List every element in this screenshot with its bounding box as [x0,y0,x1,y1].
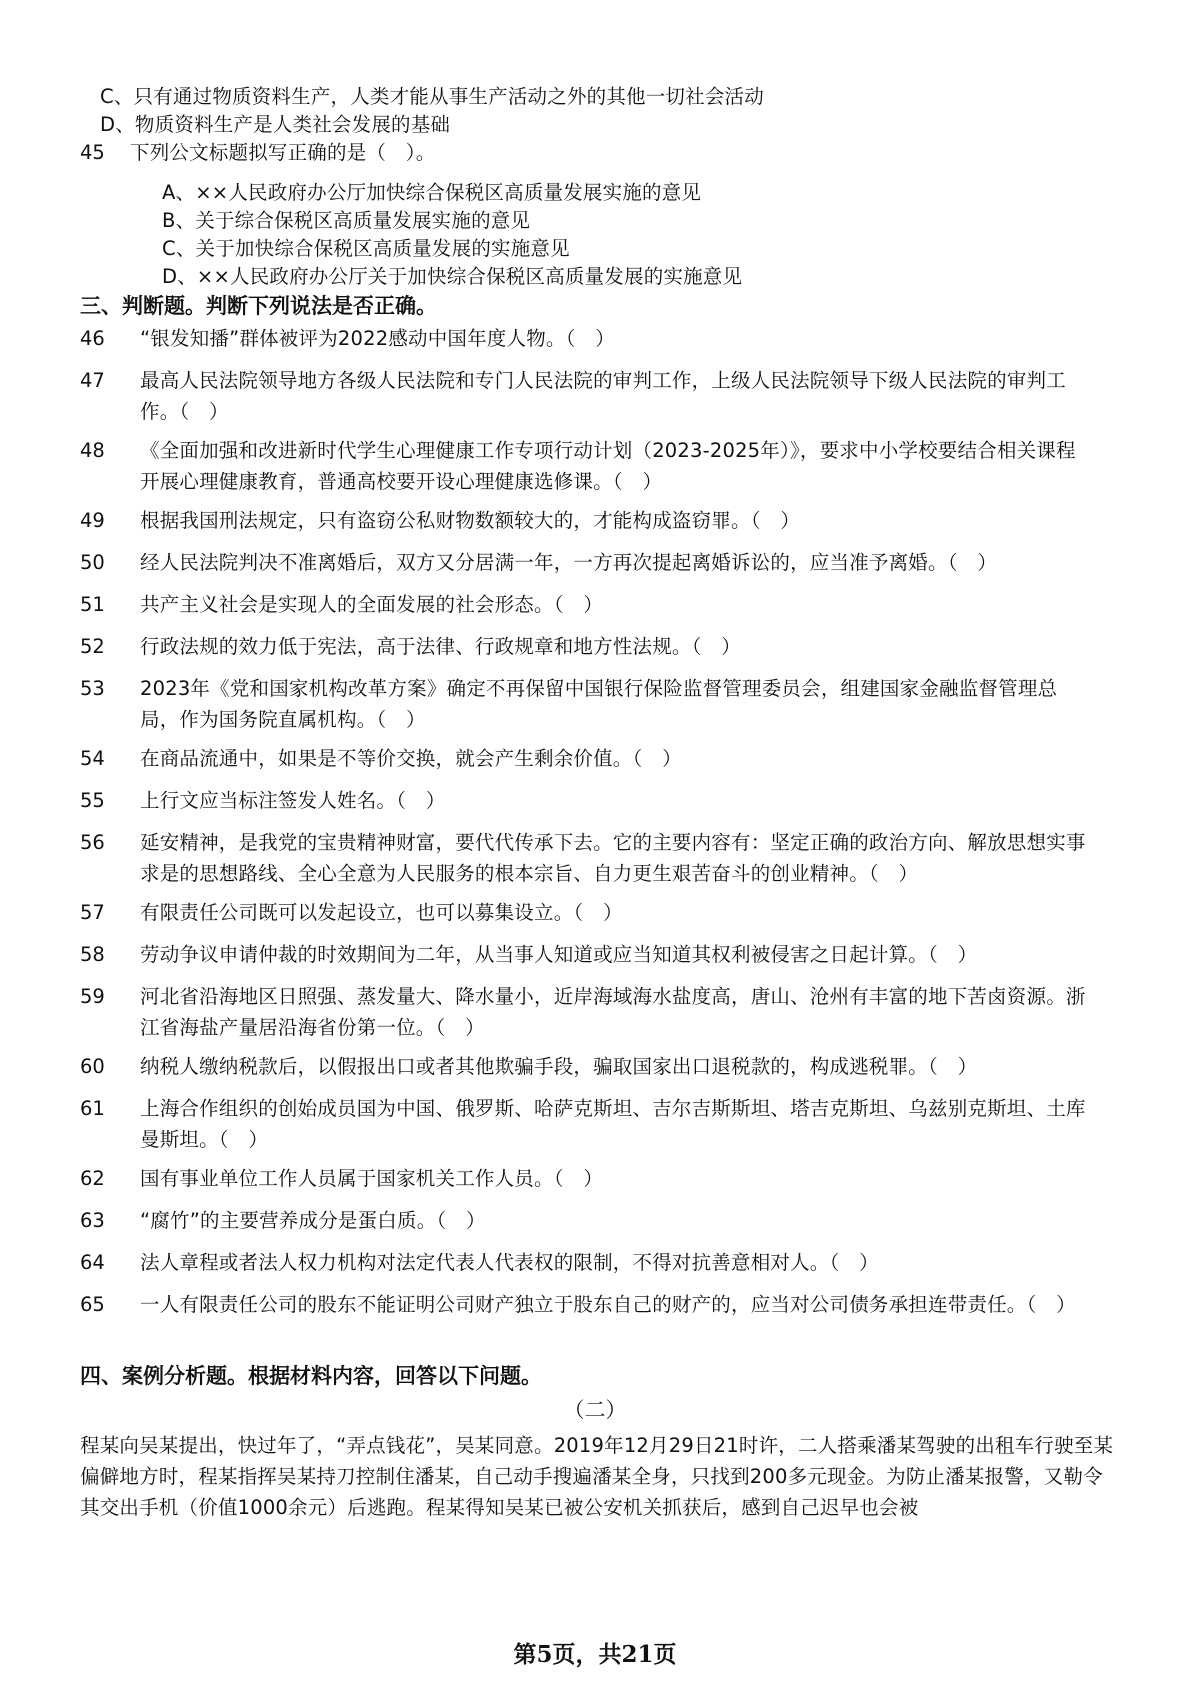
q56-number: 56 [80,831,105,854]
q52-number: 52 [80,635,105,658]
q58-number: 58 [80,943,105,966]
case-paragraph: 程某向吴某提出，快过年了，“弄点钱花”，吴某同意。2019年12月29日21时许，二人搭乘潘某驾驶的出租车行驶至某偏僻地方时，程某指挥吴某持刀控制住潘某，自己动手搜遍潘某全身，只找到200多元现金。为防止潘某报警，又勒令其交出手机（价值1000余元）后逃跑。程某得知吴某已被公安机关抓获后，感到自己迟早也会被 [80,1434,1114,1519]
q55-number: 55 [80,789,105,812]
q45-option-c: C、关于加快综合保税区高质量发展的实施意见 [162,237,570,260]
q44-option-d: D、物质资料生产是人类社会发展的基础 [100,113,451,136]
q58-text: 劳动争议申请仲裁的时效期间为二年，从当事人知道或应当知道其权利被侵害之日起计算。（ ） [140,943,978,966]
page-footer: 第5页，共21页 [513,1641,677,1668]
q49-text: 根据我国刑法规定，只有盗窃公私财物数额较大的，才能构成盗窃罪。（ ） [140,509,801,532]
q45-text: 下列公文标题拟写正确的是（ ）。 [130,141,436,164]
q65-text: 一人有限责任公司的股东不能证明公司财产独立于股东自己的财产的，应当对公司债务承担连带责任。（ ） [140,1293,1076,1316]
q44-option-c: C、只有通过物质资料生产，人类才能从事生产活动之外的其他一切社会活动 [100,85,764,108]
q54-number: 54 [80,747,105,770]
q64-number: 64 [80,1251,105,1274]
q56-text: 延安精神，是我党的宝贵精神财富，要代代传承下去。它的主要内容有：坚定正确的政治方向、解放思想实事求是的思想路线、全心全意为人民服务的根本宗旨、自力更生艰苦奋斗的创业精神。（ ） [140,831,1086,885]
q50-text: 经人民法院判决不准离婚后，双方又分居满一年，一方再次提起离婚诉讼的，应当准予离婚。（ ） [140,551,998,574]
q45-number: 45 [80,141,105,164]
q57-text: 有限责任公司既可以发起设立，也可以募集设立。（ ） [140,901,623,924]
section-4-title: 四、案例分析题。根据材料内容，回答以下问题。 [80,1364,542,1388]
q49-number: 49 [80,509,105,532]
q59-number: 59 [80,985,105,1008]
q48-text: 《全面加强和改进新时代学生心理健康工作专项行动计划（2023-2025年）》，要求中小学校要结合相关课程开展心理健康教育，普通高校要开设心理健康选修课。（ ） [140,439,1076,493]
q45-option-d: D、××人民政府办公厅关于加快综合保税区高质量发展的实施意见 [162,265,743,288]
q47-text: 最高人民法院领导地方各级人民法院和专门人民法院的审判工作，上级人民法院领导下级人民法院的审判工作。（ ） [140,369,1066,423]
q46-text: “银发知播”群体被评为2022感动中国年度人物。（ ） [140,327,615,350]
q45-option-a: A、××人民政府办公厅加快综合保税区高质量发展实施的意见 [162,181,702,204]
q64-text: 法人章程或者法人权力机构对法定代表人代表权的限制，不得对抗善意相对人。（ ） [140,1251,879,1274]
q51-number: 51 [80,593,105,616]
case-heading: （二） [563,1398,627,1422]
q48-number: 48 [80,439,105,462]
q63-text: “腐竹”的主要营养成分是蛋白质。（ ） [140,1209,486,1232]
q53-number: 53 [80,677,105,700]
q57-number: 57 [80,901,105,924]
q50-number: 50 [80,551,105,574]
q59-text: 河北省沿海地区日照强、蒸发量大、降水量小，近岸海域海水盐度高，唐山、沧州有丰富的地下苦卤资源。浙江省海盐产量居沿海省份第一位。（ ） [140,985,1086,1039]
section-3-title: 三、判断题。判断下列说法是否正确。 [80,294,437,318]
q60-text: 纳税人缴纳税款后，以假报出口或者其他欺骗手段，骗取国家出口退税款的，构成逃税罪。（ ） [140,1055,978,1078]
q52-text: 行政法规的效力低于宪法，高于法律、行政规章和地方性法规。（ ） [140,635,741,658]
q51-text: 共产主义社会是实现人的全面发展的社会形态。（ ） [140,593,604,616]
q55-text: 上行文应当标注签发人姓名。（ ） [140,789,446,812]
q54-text: 在商品流通中，如果是不等价交换，就会产生剩余价值。（ ） [140,747,682,770]
q62-text: 国有事业单位工作人员属于国家机关工作人员。（ ） [140,1167,604,1190]
q47-number: 47 [80,369,105,392]
q61-number: 61 [80,1097,105,1120]
q46-number: 46 [80,327,105,350]
q60-number: 60 [80,1055,105,1078]
q61-text: 上海合作组织的创始成员国为中国、俄罗斯、哈萨克斯坦、吉尔吉斯斯坦、塔吉克斯坦、乌兹别克斯坦、土库曼斯坦。（ ） [140,1097,1086,1151]
q62-number: 62 [80,1167,105,1190]
q65-number: 65 [80,1293,105,1316]
q63-number: 63 [80,1209,105,1232]
q45-option-b: B、关于综合保税区高质量发展实施的意见 [162,209,531,232]
q53-text: 2023年《党和国家机构改革方案》确定不再保留中国银行保险监督管理委员会，组建国家金融监督管理总局，作为国务院直属机构。（ ） [140,677,1058,731]
